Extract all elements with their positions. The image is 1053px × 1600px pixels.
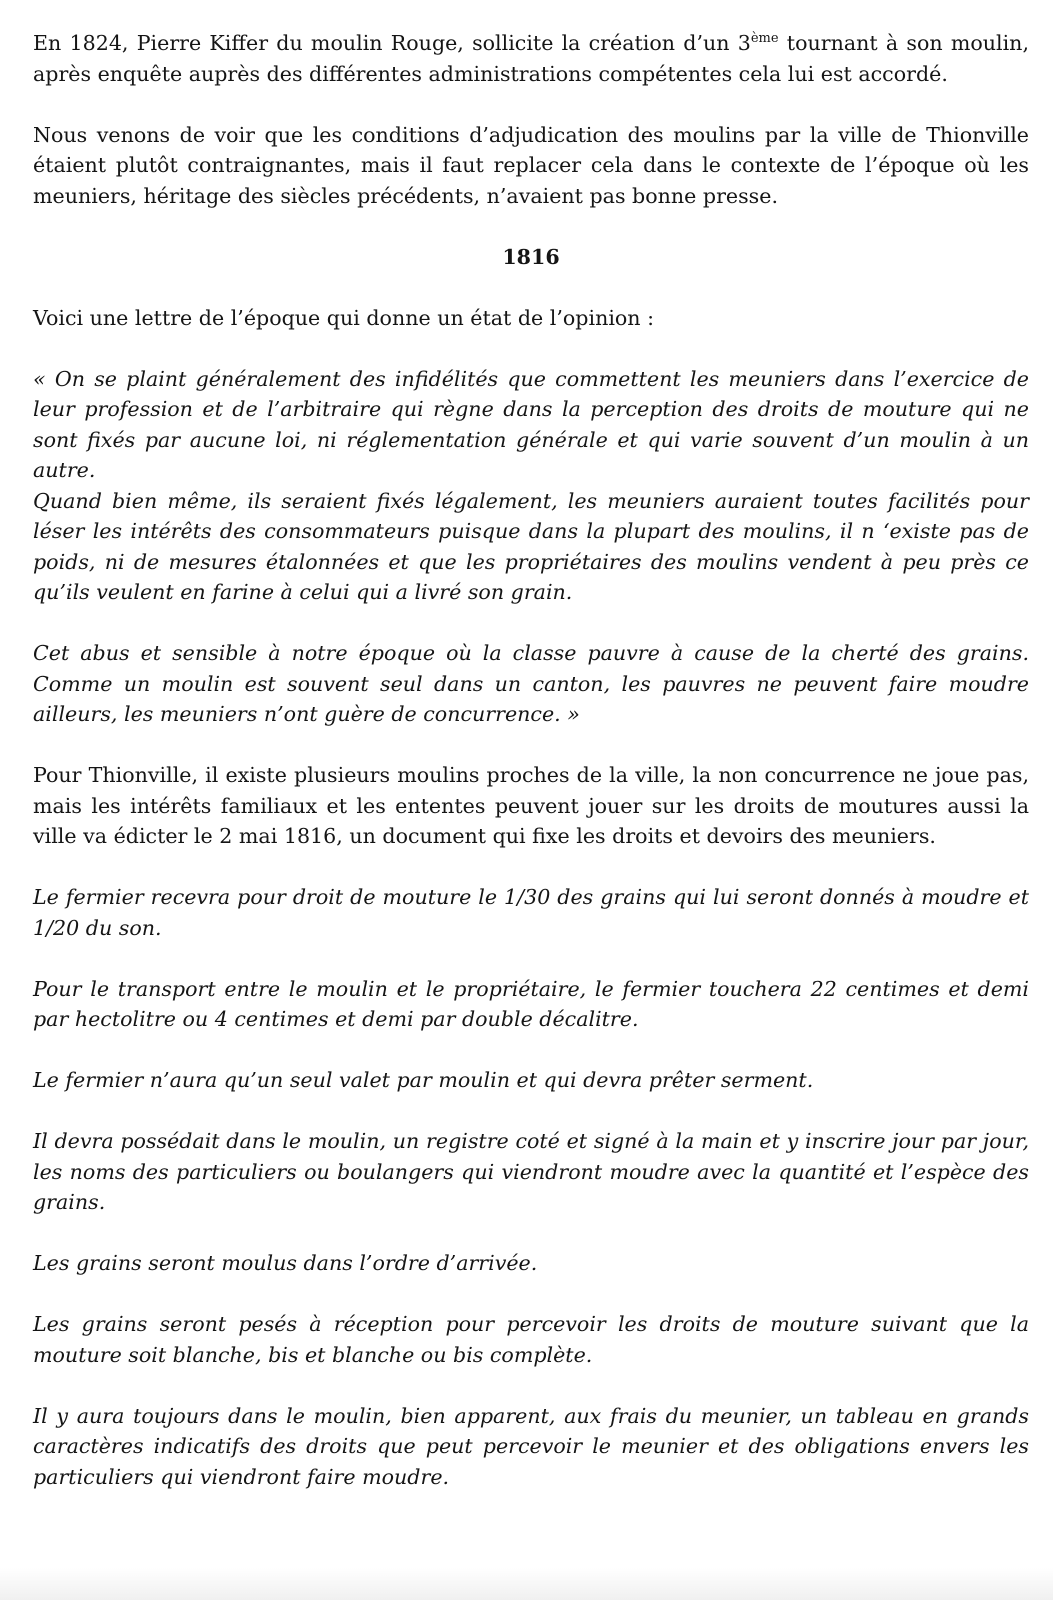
spacer [33, 730, 1029, 761]
spacer [33, 1096, 1029, 1127]
paragraph-kiffer [33, 28, 1029, 89]
spacer [33, 89, 1029, 120]
rule-valet: Le fermier n’aura qu’un seul valet par moulin et qui devra prêter serment. [33, 1068, 814, 1092]
spacer [33, 1035, 1029, 1066]
rule-ordre-arrivee: Les grains seront moulus dans l’ordre d’arrivée. [33, 1251, 538, 1275]
quote-paragraph-1: « On se plaint généralement des infidélités que commettent les meuniers dans l’exercice de leur profession et de l’arbitraire qui règne dans la perception des droits de mouture qui ne sont fixés par aucune loi, ni réglementation générale et qui varie souvent d’un moulin à un autre. [33, 366, 1029, 482]
rule-droit-mouture: Le fermier recevra pour droit de mouture le 1/30 des grains qui lui seront donnés à moudre et 1/20 du son. [33, 885, 1029, 940]
paragraph-thionville: Pour Thionville, il existe plusieurs moulins proches de la ville, la non concurrence ne joue pas, mais les intérêts familiaux et les ententes peuvent jouer sur les droits de moutures aussi la ville va édicter le 2 mai 1816, un document qui fixe les droits et devoirs des meuniers. [33, 763, 1029, 848]
spacer [33, 852, 1029, 883]
superscript-eme: ème [750, 31, 779, 46]
section-heading-1816: 1816 [502, 244, 560, 269]
spacer [33, 1218, 1029, 1249]
spacer [33, 943, 1029, 974]
paragraph-kiffer-end: tournant à son moulin, après enquête auprès des différentes administrations compétentes cela lui est accordé. [33, 31, 1029, 86]
paragraph-adjudication: Nous venons de voir que les conditions d’adjudication des moulins par la ville de Thionville étaient plutôt contraignantes, mais il faut replacer cela dans le contexte de l’époque où les meuniers, héritage des siècles précédents, n’avaient pas bonne presse. [33, 122, 1029, 208]
rule-tableau: Il y aura toujours dans le moulin, bien apparent, aux frais du meunier, un tableau en grands caractères indicatifs des droits que peut percevoir le meunier et des obligations envers les particuliers qui viendront faire moudre. [33, 1403, 1029, 1489]
paragraph-kiffer-start: En 1824, Pierre Kiffer du moulin Rouge, sollicite la création d’un 3 [33, 31, 751, 55]
quote-paragraph-3: Cet abus et sensible à notre époque où la classe pauvre à cause de la cherté des grains. Comme un moulin est souvent seul dans un canton, les pauvres ne peuvent faire moudre ailleurs, les meuniers n’ont guère de concurrence. » [33, 641, 1029, 726]
rule-transport: Pour le transport entre le moulin et le propriétaire, le fermier touchera 22 centimes et demi par hectolitre ou 4 centimes et demi par double décalitre. [33, 976, 1029, 1031]
paragraph-lettre-intro: Voici une lettre de l’époque qui donne un état de l’opinion : [33, 305, 655, 330]
spacer [33, 272, 1029, 303]
spacer [33, 1279, 1029, 1310]
rule-pesee: Les grains seront pesés à réception pour percevoir les droits de mouture suivant que la mouture soit blanche, bis et blanche ou bis complète. [33, 1312, 1029, 1367]
spacer [33, 1370, 1029, 1401]
spacer [33, 608, 1029, 639]
spacer [33, 211, 1029, 242]
rule-registre: Il devra possédait dans le moulin, un registre coté et signé à la main et y inscrire jour par jour, les noms des particuliers ou boulangers qui viendront moudre avec la quantité et l’espèce des grains. [33, 1129, 1029, 1214]
document-page [33, 28, 1029, 1492]
quote-paragraph-2: Quand bien même, ils seraient fixés légalement, les meuniers auraient toutes facilités pour léser les intérêts des consommateurs puisque dans la plupart des moulins, il n ‘existe pas de poids, ni de mesures étalonnées et que les propriétaires des moulins vendent à peu près ce qu’ils veulent en farine à celui qui a livré son grain. [33, 488, 1029, 604]
spacer [33, 333, 1029, 364]
page-bottom-edge [0, 1568, 1053, 1600]
